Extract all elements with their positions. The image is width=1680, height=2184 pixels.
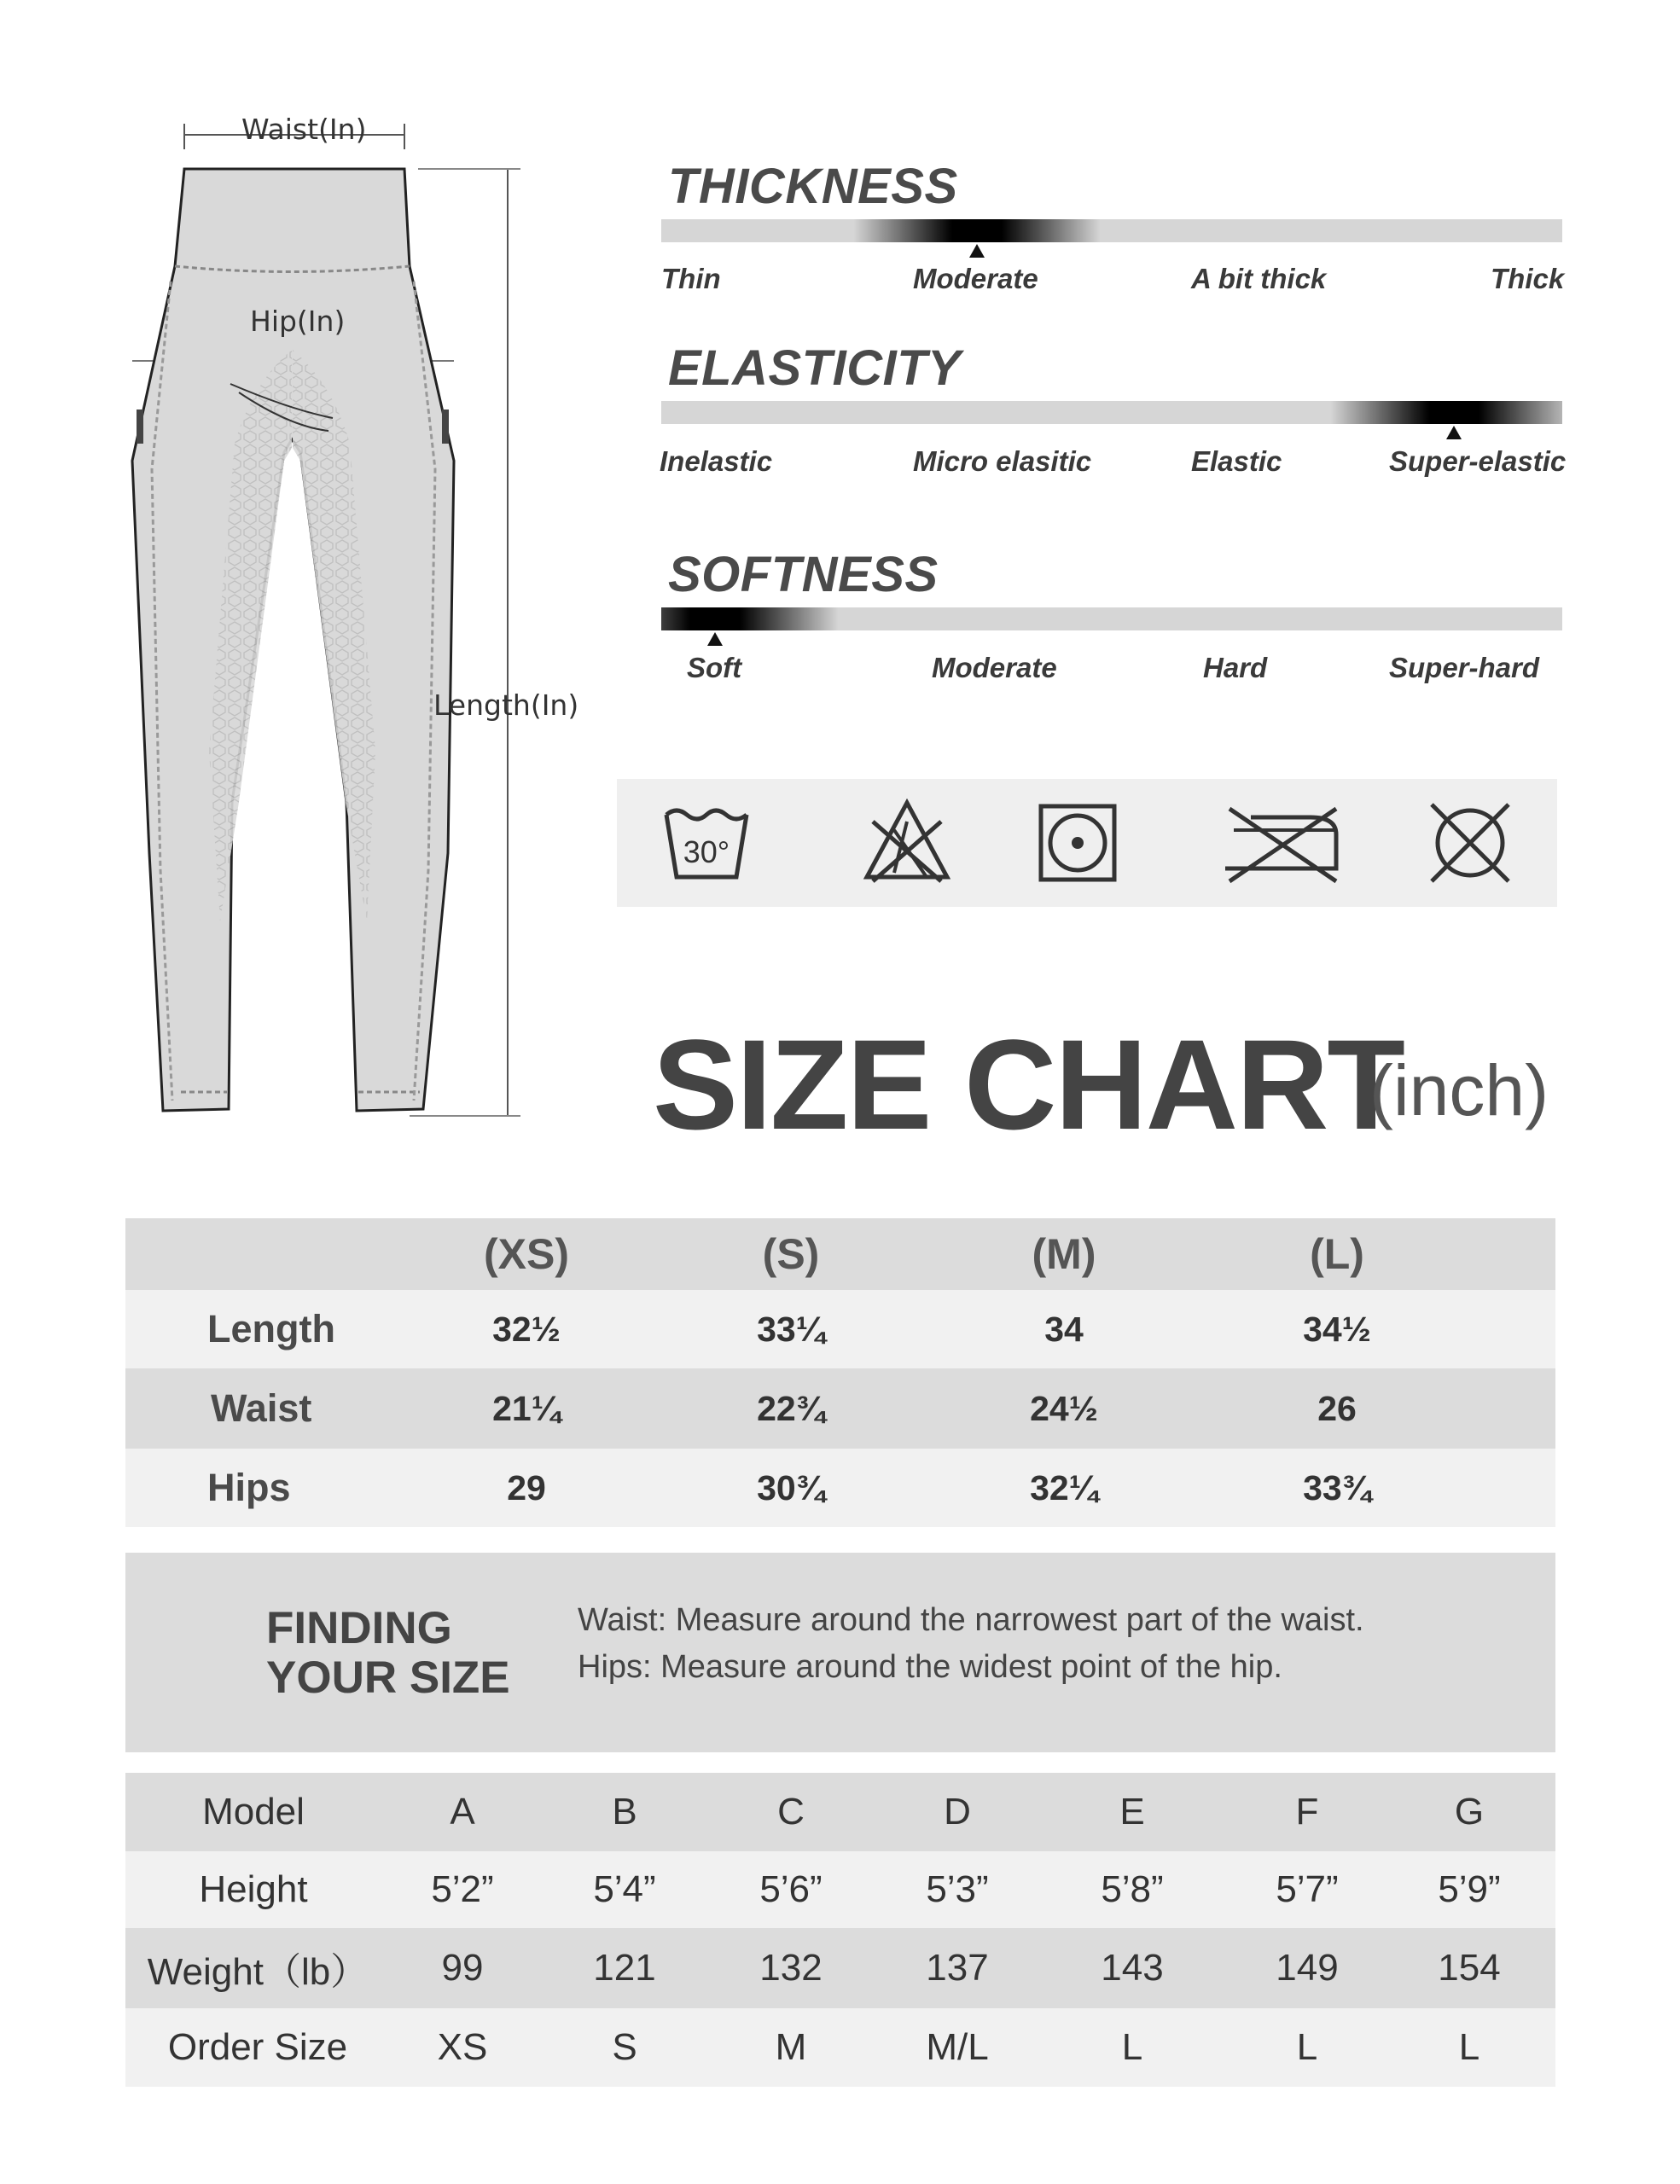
wash-30-icon <box>660 796 753 890</box>
table-row <box>125 1851 1555 1928</box>
length-s: 33¼ <box>757 1309 825 1349</box>
softness-marker <box>707 632 723 646</box>
elasticity-track <box>661 401 1562 424</box>
table-row <box>125 1928 1555 2008</box>
row-label-waist: Waist <box>211 1386 312 1430</box>
size-table <box>125 1218 1555 1527</box>
model-g: G <box>1454 1791 1485 1833</box>
height-g: 5’9” <box>1438 1868 1501 1910</box>
height-a: 5’2” <box>431 1868 494 1910</box>
thickness-label-a-bit-thick: A bit thick <box>1191 263 1327 294</box>
length-m: 34 <box>1044 1309 1084 1349</box>
wash-temperature-text: 30° <box>683 834 730 869</box>
waist-s: 22¾ <box>757 1388 825 1428</box>
softness-label-moderate: Moderate <box>932 652 1057 683</box>
weight-b: 121 <box>593 1947 656 1989</box>
size-table-header <box>125 1218 1555 1290</box>
softness-label-soft: Soft <box>687 652 742 683</box>
model-a: A <box>450 1791 475 1833</box>
order-e: L <box>1121 2026 1143 2068</box>
hips-l: 33¾ <box>1303 1467 1371 1507</box>
weight-a: 99 <box>441 1947 484 1989</box>
thickness-title: THICKNESS <box>668 159 958 214</box>
no-bleach-icon <box>860 796 954 890</box>
leggings-diagram <box>119 102 597 1152</box>
elasticity-marker <box>1446 426 1462 439</box>
elasticity-label-inelastic: Inelastic <box>660 445 773 477</box>
height-c: 5’6” <box>759 1868 823 1910</box>
order-d: M/L <box>926 2026 989 2068</box>
hips-s: 30¾ <box>757 1467 825 1507</box>
model-b: B <box>612 1791 637 1833</box>
height-b: 5’4” <box>593 1868 656 1910</box>
waist-l: 26 <box>1317 1388 1357 1428</box>
row-label-hips: Hips <box>207 1466 291 1509</box>
size-chart-unit: (inch) <box>1369 1050 1549 1130</box>
model-d: D <box>944 1791 971 1833</box>
finding-size-panel <box>125 1553 1555 1752</box>
softness-fill <box>661 607 839 630</box>
waist-m: 24½ <box>1030 1388 1098 1428</box>
order-c: M <box>775 2026 807 2068</box>
height-d: 5’3” <box>926 1868 989 1910</box>
elasticity-label-micro-elastic: Micro elasitic <box>913 445 1092 477</box>
softness-title: SOFTNESS <box>668 547 939 602</box>
order-size-row-label: Order Size <box>167 2026 348 2068</box>
table-row <box>125 1368 1555 1449</box>
table-row <box>125 1449 1555 1527</box>
weight-g: 154 <box>1438 1947 1501 1989</box>
weight-c: 132 <box>759 1947 823 1989</box>
order-f: L <box>1296 2026 1318 2068</box>
no-dry-clean-icon <box>1423 796 1517 890</box>
length-label: Length(In) <box>433 688 579 722</box>
order-g: L <box>1458 2026 1480 2068</box>
table-row <box>125 1773 1555 1851</box>
model-table <box>125 1773 1555 2087</box>
thickness-label-thin: Thin <box>661 263 721 294</box>
row-label-length: Length <box>207 1307 335 1350</box>
finding-size-title-line1: FINDING <box>266 1603 452 1653</box>
thickness-label-thick: Thick <box>1491 263 1565 294</box>
waist-label: Waist(In) <box>241 113 367 146</box>
thickness-marker <box>969 244 985 258</box>
hip-label: Hip(In) <box>250 305 346 338</box>
model-c: C <box>777 1791 805 1833</box>
weight-d: 137 <box>926 1947 989 1989</box>
model-row-label: Model <box>202 1791 305 1833</box>
height-f: 5’7” <box>1276 1868 1339 1910</box>
size-header-xs: (XS) <box>484 1230 569 1278</box>
elasticity-fill <box>1330 401 1562 424</box>
softness-track <box>661 607 1562 630</box>
tumble-dry-icon <box>1031 796 1125 890</box>
waist-xs: 21¼ <box>492 1388 561 1428</box>
length-l: 34½ <box>1303 1309 1371 1349</box>
hips-xs: 29 <box>507 1467 546 1507</box>
weight-row-label: Weight（lb） <box>147 1951 369 1993</box>
length-xs: 32½ <box>492 1309 561 1349</box>
table-row <box>125 1290 1555 1368</box>
no-iron-icon <box>1217 796 1345 890</box>
hips-instruction: Hips: Measure around the widest point of the hip. <box>578 1649 1282 1685</box>
model-e: E <box>1119 1791 1145 1833</box>
softness-label-hard: Hard <box>1203 652 1268 683</box>
size-header-s: (S) <box>762 1230 820 1278</box>
model-f: F <box>1295 1791 1319 1833</box>
order-a: XS <box>437 2026 488 2068</box>
elasticity-title: ELASTICITY <box>668 340 962 396</box>
elasticity-label-super-elastic: Super-elastic <box>1389 445 1567 477</box>
leggings-illustration <box>119 102 597 1152</box>
thickness-track <box>661 219 1562 242</box>
table-row <box>125 2008 1555 2087</box>
thickness-label-moderate: Moderate <box>913 263 1038 294</box>
size-chart-title: SIZE CHART <box>653 1013 1404 1156</box>
waist-instruction: Waist: Measure around the narrowest part of the waist. <box>578 1602 1364 1638</box>
weight-f: 149 <box>1276 1947 1339 1989</box>
finding-size-title-line2: YOUR SIZE <box>266 1653 510 1703</box>
order-b: S <box>612 2026 637 2068</box>
hips-m: 32¼ <box>1030 1467 1098 1507</box>
size-header-m: (M) <box>1032 1230 1096 1278</box>
finding-size-title <box>266 1604 510 1703</box>
softness-label-super-hard: Super-hard <box>1389 652 1540 683</box>
weight-e: 143 <box>1101 1947 1164 1989</box>
elasticity-label-elastic: Elastic <box>1191 445 1282 477</box>
size-header-l: (L) <box>1310 1230 1364 1278</box>
care-instructions-panel <box>617 779 1557 907</box>
thickness-fill <box>853 219 1101 242</box>
height-row-label: Height <box>199 1868 308 1910</box>
height-e: 5’8” <box>1101 1868 1164 1910</box>
